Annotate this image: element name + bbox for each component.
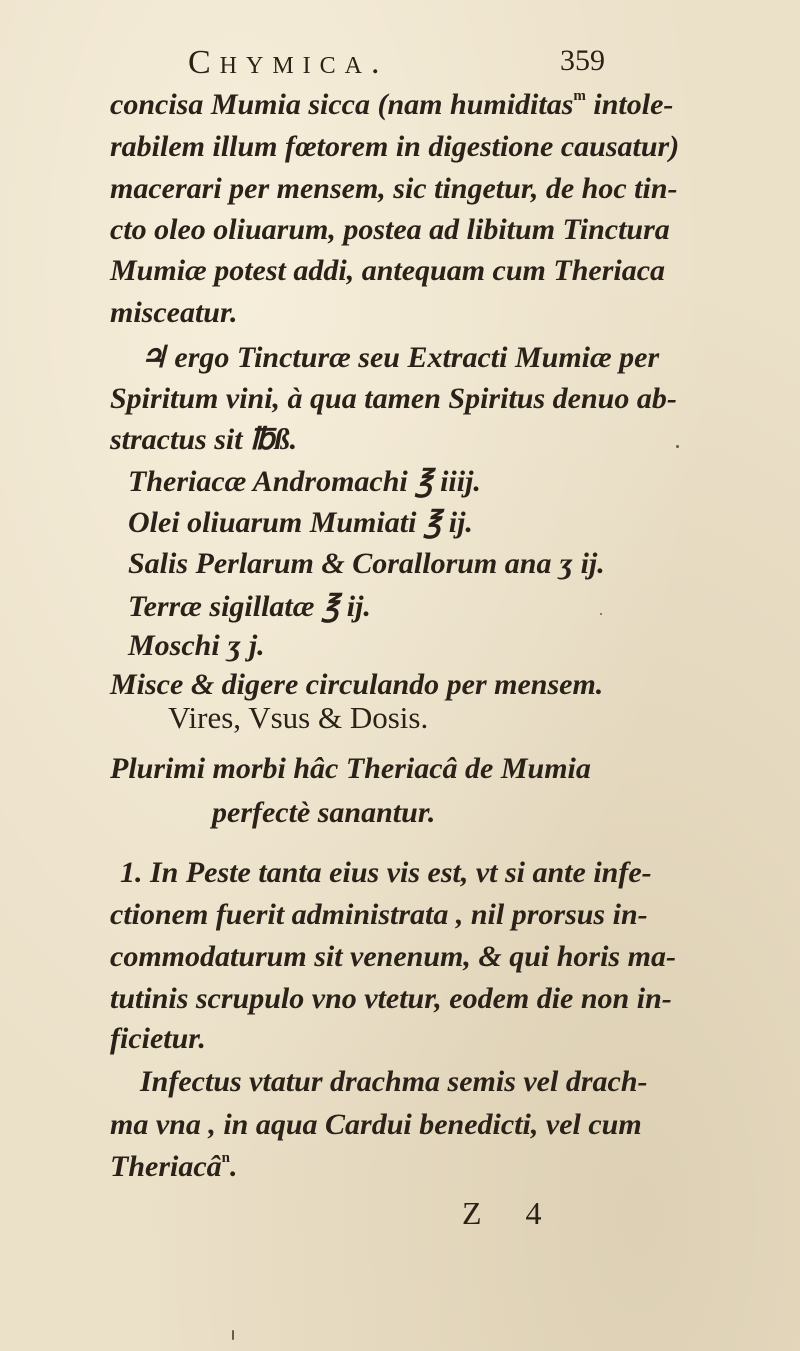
running-head: [188, 38, 638, 88]
paper-speck: [232, 1330, 234, 1340]
page-number: 359: [560, 44, 605, 77]
text-line: Mumiæ potest addi, antequam cum Theriaca: [110, 254, 666, 287]
ingredient-line: Salis Perlarum & Corallorum ana ʒ ij.: [128, 547, 605, 580]
note-mark: n: [221, 1150, 230, 1166]
text-line: commodaturum sit venenum, & qui horis ma-: [110, 940, 676, 973]
recipe-instruction: Misce & digere circulando per mensem.: [110, 668, 604, 701]
signature-mark: Z 4: [462, 1195, 560, 1231]
text-line: concisa Mumia sicca (nam humiditas$^m$ intole-: [110, 88, 674, 121]
note-mark: m: [573, 88, 586, 104]
text-line: tutinis scrupulo vno vtetur, eodem die non in-: [110, 982, 672, 1015]
recipe-intro-line: Spiritum vini, à qua tamen Spiritus denuo ab-: [110, 382, 677, 415]
ingredient-line: Moschi ʒ j.: [128, 629, 265, 662]
paper-speck: [600, 613, 602, 615]
ingredient-line: Terræ sigillatæ ℥ ij.: [128, 590, 371, 623]
recipe-intro-line: ♃ ergo Tincturæ seu Extracti Mumiæ per: [140, 341, 660, 374]
section-intro-line: Plurimi morbi hâc Theriacâ de Mumia: [110, 752, 591, 785]
section-intro-line: perfectè sanantur.: [212, 796, 436, 829]
text-line: macerari per mensem, sic tingetur, de hoc tin-: [110, 172, 678, 205]
section-heading: Vires, Vsus & Dosis.: [168, 700, 429, 735]
ingredient-line: Olei oliuarum Mumiati ℥ ij.: [128, 506, 473, 539]
running-title: Chymica.: [188, 44, 389, 81]
text-line: cto oleo oliuarum, postea ad libitum Tinctura: [110, 213, 670, 246]
text-line: ctionem fuerit administrata , nil prorsus in-: [110, 898, 648, 931]
ingredient-line: Theriacæ Andromachi ℥ iiij.: [128, 465, 481, 498]
paper-speck: [676, 445, 679, 448]
text-line: 1. In Peste tanta eius vis est, vt si ante infe-: [120, 856, 652, 889]
text-line: misceatur.: [110, 296, 238, 329]
text-line: ficietur.: [110, 1022, 206, 1055]
text-line: Infectus vtatur drachma semis vel drach-: [140, 1065, 648, 1098]
text-line: rabilem illum fœtorem in digestione causatur): [110, 130, 680, 163]
text-line: ma vna , in aqua Cardui benedicti, vel cum: [110, 1108, 642, 1141]
text-line: Theriacâ$^n$.: [110, 1150, 238, 1183]
recipe-intro-line: stractus sit ℔ß.: [110, 423, 298, 456]
